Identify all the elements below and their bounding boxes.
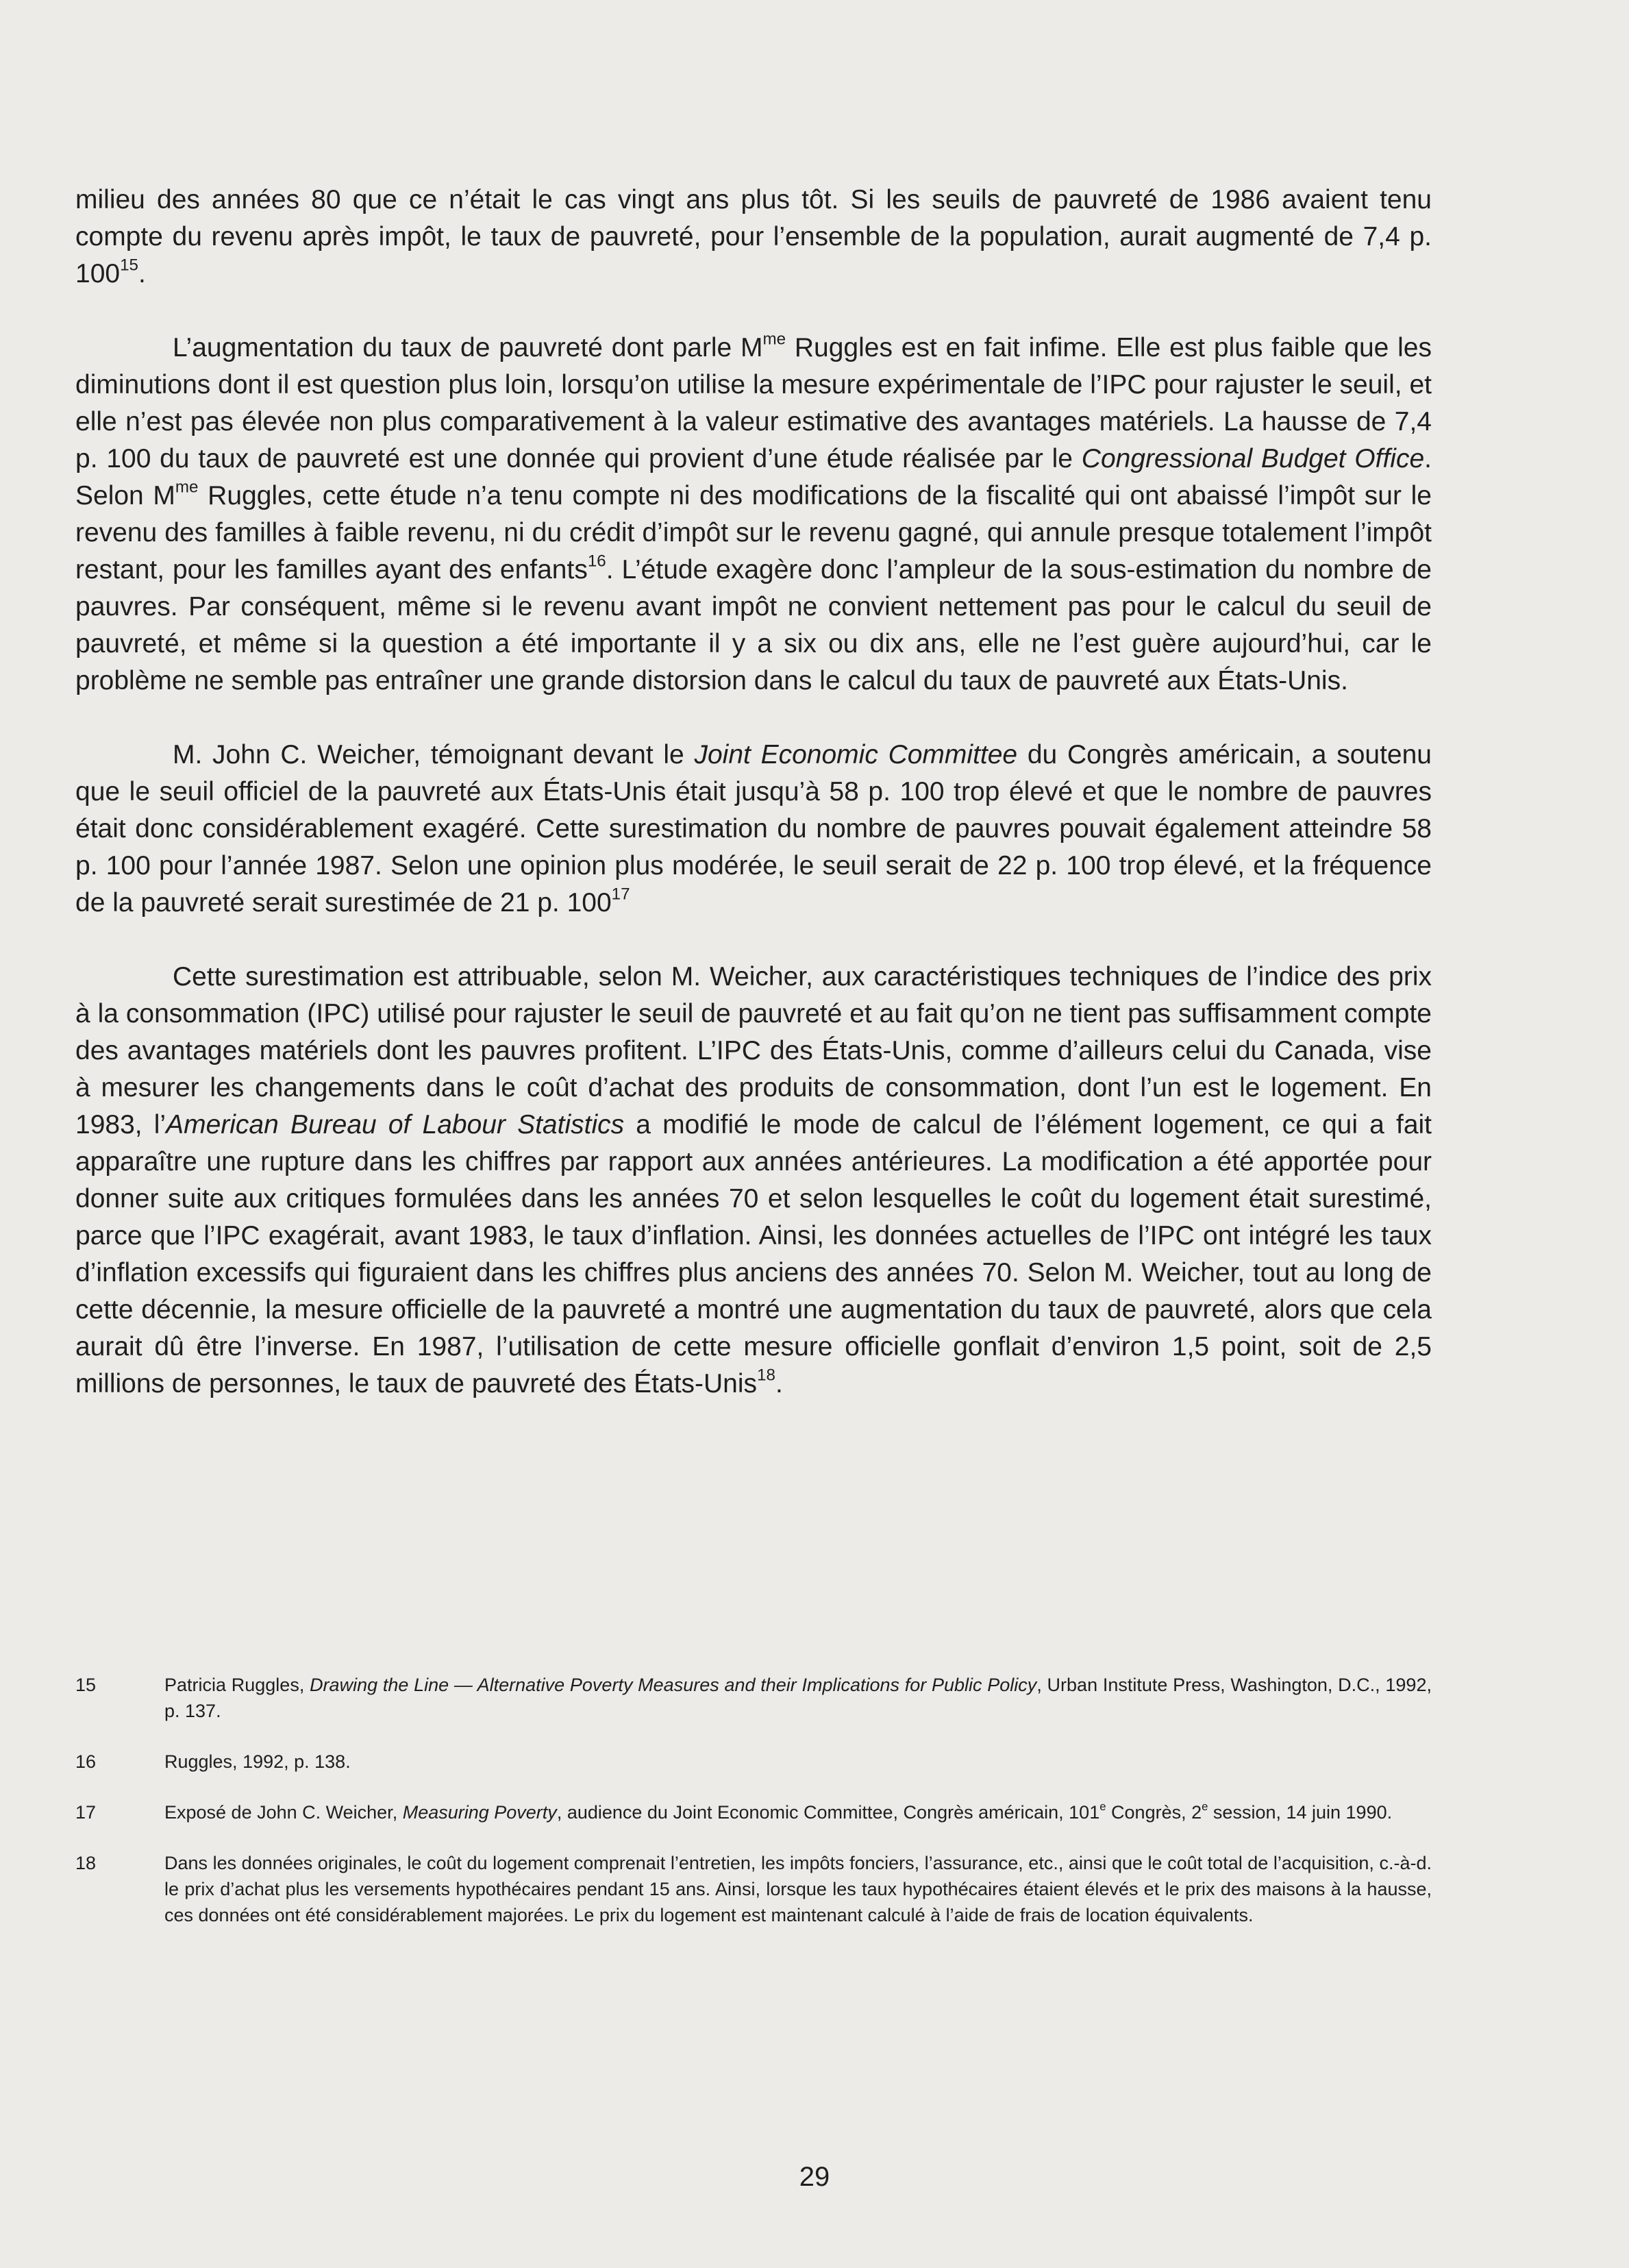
text-run: Congrès, 2: [1106, 1802, 1202, 1823]
body-paragraph: [75, 182, 1432, 293]
footnote: [75, 1749, 1432, 1775]
superscript: e: [1202, 1799, 1208, 1813]
text-run: . Selon M: [75, 444, 1432, 510]
text-run: milieu des années 80 que ce n’était le cas vingt ans plus tôt. Si les seuils de pauvreté de 1986 avaient tenu compte du revenu après impôt, le taux de pauvreté, pour l’ensemble de la population, aurait augmenté de 7,4 p. 100: [75, 185, 1432, 288]
footnote-text: [164, 1751, 351, 1772]
footnote-number: 16: [75, 1751, 97, 1772]
text-run: a modifié le mode de calcul de l’élément logement, ce qui a fait apparaître une rupture dans les chiffres par rapport aux années antérieures. La modification a été apportée pour donner suite aux critiques formulées dans les années 70 et selon lesquelles le coût du logement était surestimé, parce que l’IPC exagérait, avant 1983, le taux d’inflation. Ainsi, les données actuelles de l’IPC ont intégré les taux d’inflation excessifs qui figuraient dans les chiffres plus anciens des années 70. Selon M. Weicher, tout au long de cette décennie, la mesure officielle de la pauvreté a montré une augmentation du taux de pauvreté, alors que cela aurait dû être l’inverse. En 1987, l’utilisation de cette mesure officielle gonflait d’environ 1,5 point, soit de 2,5 millions de personnes, le taux de pauvreté des États-Unis: [75, 1110, 1432, 1398]
text-run: Patricia Ruggles,: [164, 1675, 310, 1695]
footnotes: [75, 1672, 1432, 1953]
superscript: 15: [120, 256, 138, 275]
text-run: Exposé de John C. Weicher,: [164, 1802, 403, 1823]
superscript: me: [175, 478, 199, 497]
text-run: L’augmentation du taux de pauvreté dont parle M: [173, 333, 763, 362]
superscript: 18: [757, 1366, 775, 1385]
text-run: .: [775, 1369, 783, 1398]
text-run: Ruggles est en fait infime. Elle est plus faible que les diminutions dont il est question plus loin, lorsqu’on utilise la mesure expérimentale de l’IPC pour rajuster le seuil, et elle n’est pas élevée non plus comparativement à la valeur estimative des avantages matériels. La hausse de 7,4 p. 100 du taux de pauvreté est une donnée qui provient d’une étude réalisée par le: [75, 333, 1432, 473]
superscript: 17: [611, 885, 630, 904]
footnote-text: [164, 1853, 1432, 1925]
footnote: [75, 1799, 1432, 1825]
main-text: [75, 182, 1432, 1440]
footnote-text: [164, 1675, 1432, 1721]
text-run: du Congrès américain, a soutenu que le seuil officiel de la pauvreté aux États-Unis était jusqu’à 58 p. 100 trop élevé et que le nombre de pauvres était donc considérablement exagéré. Cette surestimation du nombre de pauvres pouvait également atteindre 58 p. 100 pour l’année 1987. Selon une opinion plus modérée, le seuil serait de 22 p. 100 trop élevé, et la fréquence de la pauvreté serait surestimée de 21 p. 100: [75, 740, 1432, 917]
text-run: Cette surestimation est attribuable, selon M. Weicher, aux caractéristiques techniques de l’indice des prix à la consommation (IPC) utilisé pour rajuster le seuil de pauvreté et au fait qu’on ne tient pas suffisamment compte des avantages matériels dont les pauvres profitent. L’IPC des États-Unis, comme d’ailleurs celui du Canada, vise à mesurer les changements dans le coût d’achat des produits de consommation, dont l’un est le logement. En 1983, l’: [75, 962, 1432, 1139]
text-run: , Urban Institute Press, Washington, D.C., 1992, p. 137.: [164, 1675, 1432, 1721]
text-run: Ruggles, cette étude n’a tenu compte ni des modifications de la fiscalité qui ont abaissé l’impôt sur le revenu des familles à faible revenu, ni du crédit d’impôt sur le revenu gagné, qui annule presque totalement l’impôt restant, pour les familles ayant des enfants: [75, 481, 1432, 584]
body-paragraph: [75, 737, 1432, 922]
italic-title: Drawing the Line — Alternative Poverty Measures and their Implications for Public Policy: [310, 1675, 1037, 1695]
text-run: .: [138, 259, 146, 288]
footnote-number: 15: [75, 1675, 97, 1695]
text-run: , audience du Joint Economic Committee, Congrès américain, 101: [556, 1802, 1100, 1823]
page-number: 29: [799, 2162, 830, 2192]
text-run: M. John C. Weicher, témoignant devant le: [173, 740, 695, 769]
superscript: me: [762, 330, 786, 349]
superscript: e: [1099, 1799, 1106, 1813]
footnote-text: [164, 1799, 1393, 1823]
text-run: session, 14 juin 1990.: [1208, 1802, 1393, 1823]
text-run: Ruggles, 1992, p. 138.: [164, 1751, 351, 1772]
footnote: [75, 1850, 1432, 1928]
footnote: [75, 1672, 1432, 1724]
italic-title: American Bureau of Labour Statistics: [166, 1110, 625, 1139]
italic-title: Joint Economic Committee: [694, 740, 1018, 769]
text-run: . L’étude exagère donc l’ampleur de la sous-estimation du nombre de pauvres. Par conséquent, même si le revenu avant impôt ne convient nettement pas pour le calcul du seuil de pauvreté, et même si la question a été importante il y a six ou dix ans, elle ne l’est guère aujourd’hui, car le problème ne semble pas entraîner une grande distorsion dans le calcul du taux de pauvreté aux États-Unis.: [75, 555, 1432, 695]
body-paragraph: [75, 959, 1432, 1403]
italic-title: Measuring Poverty: [402, 1802, 557, 1823]
text-run: Dans les données originales, le coût du logement comprenait l’entretien, les impôts fonciers, l’assurance, etc., ainsi que le coût total de l’acquisition, c.-à-d. le prix d’achat plus les versements hypothécaires pendant 15 ans. Ainsi, lorsque les taux hypothécaires étaient élevés et le prix des maisons à la hausse, ces données ont été considérablement majorées. Le prix du logement est maintenant calculé à l’aide de frais de location équivalents.: [164, 1853, 1432, 1925]
footnote-number: 17: [75, 1802, 97, 1823]
body-paragraph: [75, 330, 1432, 700]
superscript: 16: [587, 552, 606, 571]
italic-title: Congressional Budget Office: [1081, 444, 1425, 473]
footnote-number: 18: [75, 1853, 97, 1873]
